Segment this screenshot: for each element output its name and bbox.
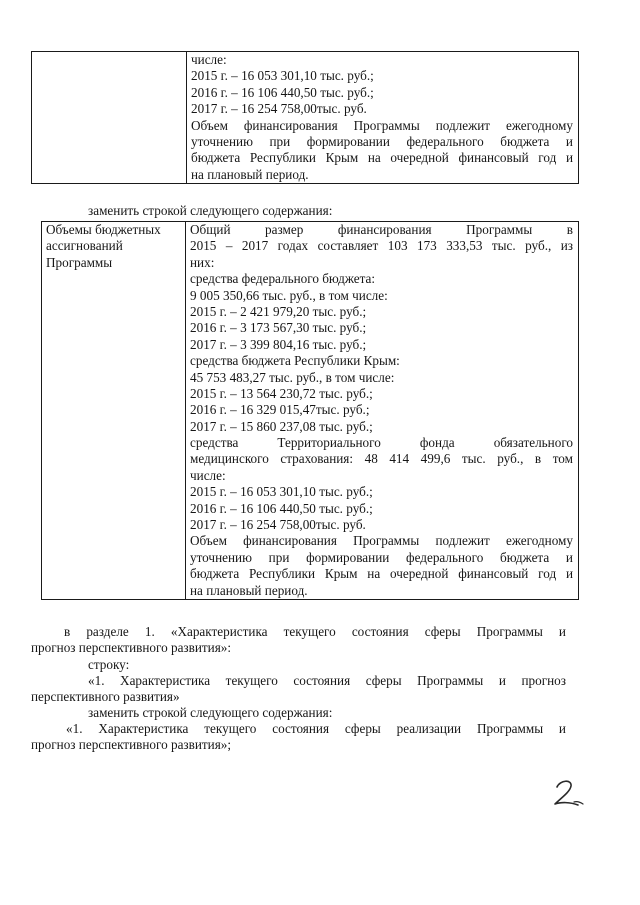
text-line: 2016 г. – 16 106 440,50 тыс. руб.; <box>190 500 373 516</box>
text-line: 2016 г. – 3 173 567,30 тыс. руб.; <box>190 320 367 336</box>
financing-table <box>41 221 579 600</box>
text-line: 2015 г. – 13 564 230,72 тыс. руб.; <box>190 385 373 401</box>
text-line: 2015 – 2017 годах составляет 103 173 333,53 тыс. руб., из <box>190 238 573 254</box>
text-line: 2017 г. – 16 254 758,00тыс. руб. <box>190 517 366 533</box>
text-line: 45 753 483,27 тыс. руб., в том числе: <box>190 369 395 385</box>
text-line: на плановый период. <box>190 582 308 598</box>
text-line: 2016 г. – 16 329 015,47тыс. руб.; <box>190 402 370 418</box>
text-line: медицинского страхования: 48 414 499,6 тыс. руб., в том <box>190 451 573 467</box>
table-cell-right <box>186 222 579 600</box>
handwritten-two-icon <box>550 778 590 810</box>
text-line: 2017 г. – 15 860 237,08 тыс. руб.; <box>190 418 373 434</box>
text-line: бюджета Республики Крым на очередной финансовый год и <box>190 566 573 582</box>
handwritten-page-number <box>550 778 590 810</box>
text-line: 2015 г. – 2 421 979,20 тыс. руб.; <box>190 303 367 319</box>
text-line: Объем финансирования Программы подлежит ежегодному <box>190 533 573 549</box>
text-line: средства Территориального фонда обязательного <box>190 435 573 451</box>
text-line: бюджета Республики Крым на очередной финансовый год и <box>191 150 573 166</box>
body-paragraph-line: заменить строкой следующего содержания: <box>88 705 333 720</box>
text-line: средства бюджета Республики Крым: <box>190 353 400 369</box>
table-cell-right <box>187 52 579 184</box>
text-line: Объем финансирования Программы подлежит ежегодному <box>191 117 573 133</box>
text-line: них: <box>190 254 215 270</box>
body-paragraph-line: прогноз перспективного развития»: <box>31 640 232 655</box>
text-line: 2017 г. – 16 254 758,00тыс. руб. <box>191 101 367 117</box>
body-paragraph-line: в разделе 1. «Характеристика текущего состояния сферы Программы и <box>64 624 566 639</box>
body-paragraph-line: «1. Характеристика текущего состояния сферы Программы и прогноз <box>88 673 566 688</box>
label-line: ассигнований <box>46 238 123 254</box>
text-line: числе: <box>190 467 226 483</box>
label-line: Программы <box>46 254 113 270</box>
replace-label: заменить строкой следующего содержания: <box>88 203 333 218</box>
text-line: числе: <box>191 52 227 67</box>
text-line: Общий размер финансирования Программы в <box>190 222 573 237</box>
body-paragraph-line: «1. Характеристика текущего состояния сферы реализации Программы и <box>66 721 566 736</box>
table-row <box>42 222 579 600</box>
table-cell-left-empty <box>32 52 187 184</box>
text-line: 9 005 350,66 тыс. руб., в том числе: <box>190 287 388 303</box>
text-line: 2016 г. – 16 106 440,50 тыс. руб.; <box>191 84 374 100</box>
table-row <box>32 52 579 184</box>
text-line: 2015 г. – 16 053 301,10 тыс. руб.; <box>191 68 374 84</box>
text-line: уточнению при формировании федерального бюджета и <box>190 549 573 565</box>
text-line: 2015 г. – 16 053 301,10 тыс. руб.; <box>190 484 373 500</box>
text-line: средства федерального бюджета: <box>190 271 376 287</box>
financing-table-continued <box>31 51 579 184</box>
text-line: 2017 г. – 3 399 804,16 тыс. руб.; <box>190 336 367 352</box>
body-paragraph-line: строку: <box>88 657 130 672</box>
table-cell-left-label <box>42 222 186 600</box>
body-paragraph-line: прогноз перспективного развития»; <box>31 737 232 752</box>
body-paragraph-line: перспективного развития» <box>31 689 180 704</box>
label-line: Объемы бюджетных <box>46 222 161 237</box>
text-line: уточнению при формировании федерального бюджета и <box>191 133 573 149</box>
text-line: на плановый период. <box>191 166 309 182</box>
